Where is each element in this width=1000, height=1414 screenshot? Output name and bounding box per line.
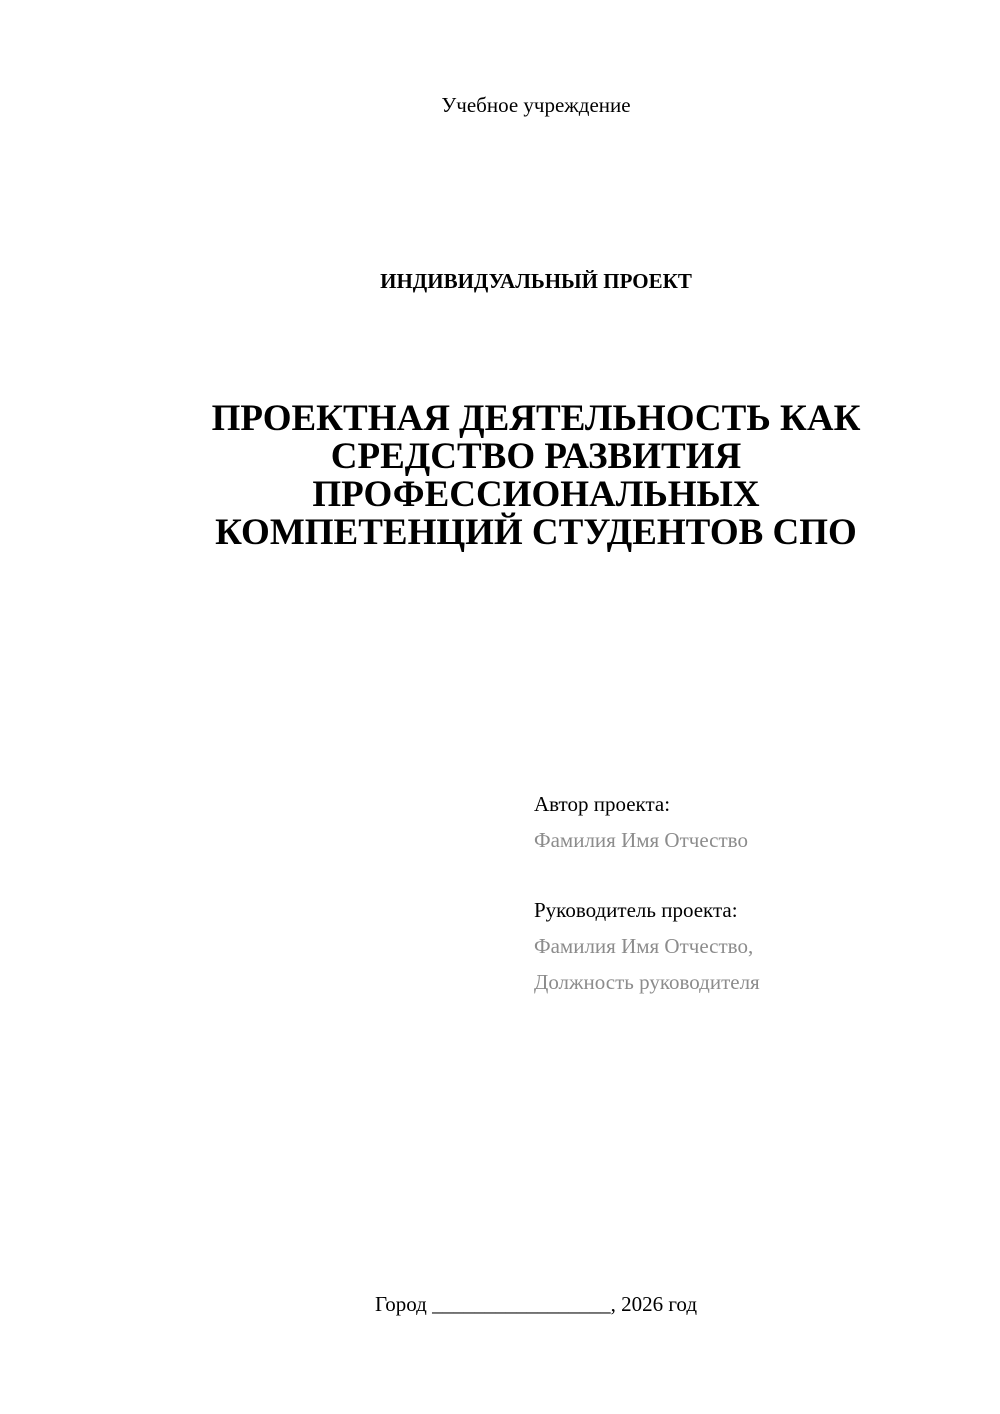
city-year-line: Город _________________, 2026 год — [374, 1292, 698, 1316]
author-block — [534, 786, 974, 858]
project-title — [200, 400, 872, 552]
supervisor-label: Руководитель проекта: — [534, 898, 738, 922]
project-title-line: СРЕДСТВО РАЗВИТИЯ — [330, 436, 742, 477]
author-label: Автор проекта: — [534, 792, 671, 816]
project-type-heading: ИНДИВИДУАЛЬНЫЙ ПРОЕКТ — [380, 269, 692, 293]
supervisor-block — [534, 892, 974, 1000]
supervisor-position-placeholder: Должность руководителя — [534, 970, 760, 994]
project-title-line: ПРОЕКТНАЯ ДЕЯТЕЛЬНОСТЬ КАК — [211, 398, 861, 439]
project-title-line: КОМПЕТЕНЦИЙ СТУДЕНТОВ СПО — [215, 512, 857, 553]
supervisor-name-placeholder: Фамилия Имя Отчество, — [534, 934, 754, 958]
author-name-placeholder: Фамилия Имя Отчество — [534, 828, 748, 852]
institution-name: Учебное учреждение — [441, 93, 631, 117]
project-title-line: ПРОФЕССИОНАЛЬНЫХ — [312, 474, 760, 515]
